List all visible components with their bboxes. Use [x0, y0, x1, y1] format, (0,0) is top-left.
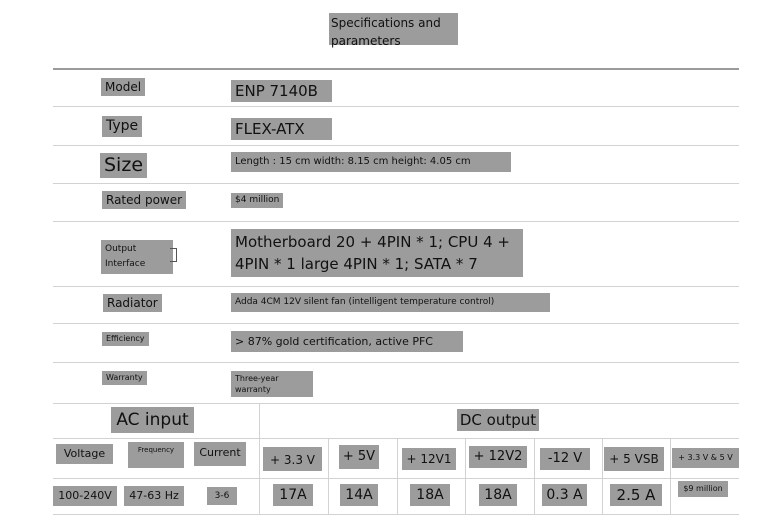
dc-header-3v3: + 3.3 V: [263, 447, 322, 471]
dc-value-12v2: 18A: [479, 484, 517, 506]
dc-value-3v3-5v: $9 million: [678, 481, 728, 497]
spec-label-output-interface: Output Interface: [101, 240, 173, 274]
ac-header-voltage: Voltage: [56, 444, 113, 464]
column-divider: [670, 438, 671, 514]
row-divider: [53, 362, 739, 363]
dc-output-title: DC output: [457, 409, 539, 431]
row-divider: [53, 106, 739, 107]
ac-value-current: 3-6: [207, 487, 237, 505]
spec-value-type: FLEX-ATX: [231, 118, 332, 140]
row-divider: [53, 183, 739, 184]
row-divider: [53, 221, 739, 222]
spec-value-warranty: Three-year warranty: [231, 371, 313, 397]
bracket-mark: [170, 248, 177, 262]
dc-value-minus12v: 0.3 A: [542, 484, 587, 506]
row-divider: [53, 403, 739, 404]
dc-header-12v2: + 12V2: [469, 446, 527, 468]
row-divider: [53, 323, 739, 324]
column-divider: [534, 438, 535, 514]
spec-label-efficiency: Efficiency: [102, 332, 149, 346]
top-rule: [53, 68, 739, 70]
dc-header-5v: + 5V: [339, 445, 379, 469]
spec-value-size: Length : 15 cm width: 8.15 cm height: 4.05 cm: [231, 152, 511, 172]
column-divider: [465, 438, 466, 514]
page-title: Specifications and parameters: [331, 16, 441, 48]
column-divider: [328, 438, 329, 514]
ac-header-current: Current: [194, 442, 246, 466]
dc-value-3v3: 17A: [273, 484, 313, 506]
ac-value-frequency: 47-63 Hz: [124, 486, 184, 506]
column-divider: [397, 438, 398, 514]
dc-header-3v3-5v: + 3.3 V & 5 V: [672, 448, 739, 468]
spec-value-model: ENP 7140B: [231, 80, 332, 102]
column-divider: [602, 438, 603, 514]
spec-label-model: Model: [101, 78, 145, 96]
ac-value-voltage: 100-240V: [53, 486, 117, 506]
spec-label-size: Size: [100, 153, 147, 178]
spec-label-radiator: Radiator: [103, 294, 162, 312]
row-divider: [53, 286, 739, 287]
row-divider: [53, 145, 739, 146]
spec-value-radiator: Adda 4CM 12V silent fan (intelligent temperature control): [231, 293, 550, 312]
dc-value-5vsb: 2.5 A: [610, 484, 662, 506]
row-divider: [53, 514, 739, 515]
ac-input-title: AC input: [111, 407, 194, 433]
spec-value-output-interface: Motherboard 20 + 4PIN * 1; CPU 4 + 4PIN * 1 large 4PIN * 1; SATA * 7: [231, 229, 523, 277]
dc-header-12v1: + 12V1: [402, 448, 456, 470]
dc-header-5vsb: + 5 VSB: [604, 447, 664, 471]
dc-value-5v: 14A: [340, 484, 378, 506]
spec-label-type: Type: [102, 116, 142, 137]
spec-label-warranty: Warranty: [102, 371, 147, 385]
ac-header-frequency: Frequency: [128, 442, 184, 468]
dc-header-minus12v: -12 V: [540, 448, 590, 470]
column-divider: [259, 403, 260, 514]
row-divider: [53, 438, 739, 439]
row-divider: [53, 478, 739, 479]
spec-value-efficiency: > 87% gold certification, active PFC: [231, 331, 463, 352]
spec-value-rated-power: $4 million: [231, 193, 283, 208]
spec-label-rated-power: Rated power: [102, 191, 186, 209]
dc-value-12v1: 18A: [410, 484, 450, 506]
